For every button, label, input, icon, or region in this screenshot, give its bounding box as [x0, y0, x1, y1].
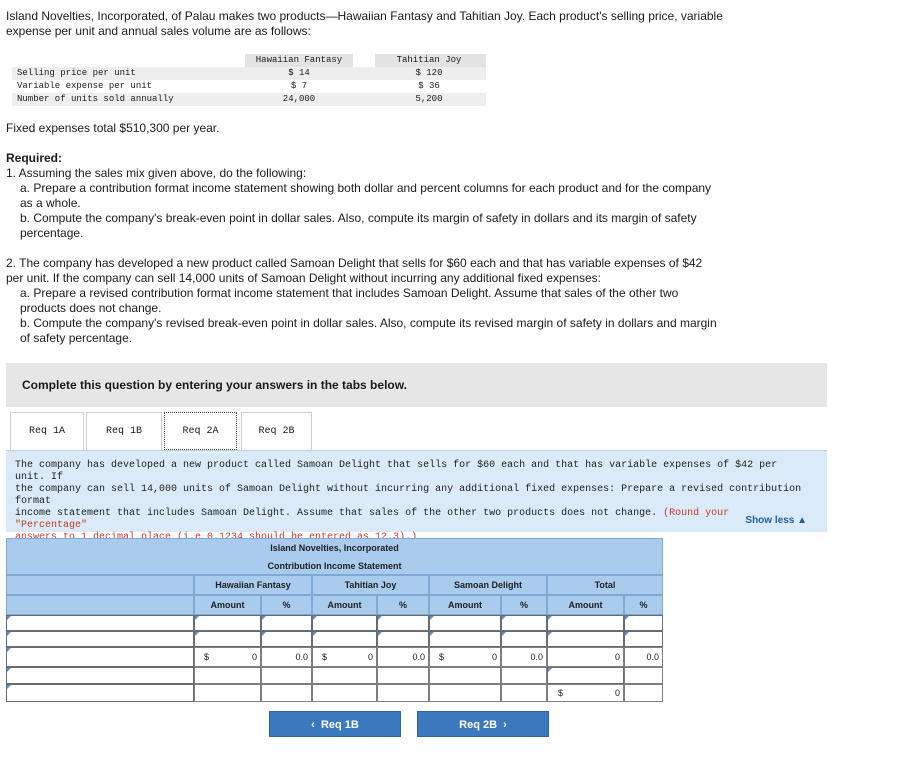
triangle-up-icon: ▲ [797, 515, 807, 526]
requirement-2-block: 2. The company has developed a new product called Samoan Delight that sells for $60 each and that has variable expenses of $42 per unit. If the company can sell 14,000 units of Samoan Delight without incurring any additional fixed expenses: a. Prepare a revised contribution format income statement that includes Samoan Delight. Assume that sales of the other two products does not change. b. Compute the company's revised break-even point in dollar sales. Also, compute its revised margin of safety in dollars and margin of safety percentage. [6, 256, 806, 346]
panel-instructions: The company has developed a new product called Samoan Delight that sells for $60 each and that has variable expenses of $42 per unit. If the company can sell 14,000 units of Samoan Delight without incurring any additional fixed expenses: Prepare a revised contribution format income statement that includes Samoan Delight. Assume that sales of the other two products does not change. (Round your "Percentage" [15, 460, 802, 531]
row2-hf-percent-input[interactable] [261, 631, 312, 647]
chevron-left-icon: ‹ [311, 719, 315, 731]
col-tahitian-joy: Tahitian Joy [344, 580, 397, 590]
tab-req-1a[interactable]: Req 1A [10, 412, 84, 450]
row3-label-input[interactable] [6, 647, 194, 667]
instructions-banner: Complete this question by entering your answers in the tabs below. [6, 363, 827, 407]
row3-sd-percent: 0.0 [501, 647, 547, 667]
chevron-right-icon: › [503, 719, 507, 731]
requirement-2a: a. Prepare a revised contribution format income statement that includes Samoan Delight. Assume that sales of the other two [20, 286, 679, 300]
row1-total-amount-input[interactable] [547, 615, 624, 631]
tj-percent-header: % [398, 600, 407, 610]
tab-req-2b[interactable]: Req 2B [241, 412, 312, 450]
row1-total-percent-input[interactable] [624, 615, 663, 631]
row1-hf-amount-input[interactable] [194, 615, 261, 631]
row1-tj-percent-input[interactable] [377, 615, 429, 631]
row1-sd-percent-input[interactable] [501, 615, 547, 631]
hf-percent-header: % [282, 600, 291, 610]
row3-tj-amount: $ 0 [312, 647, 377, 667]
tab-req-1b[interactable]: Req 1B [86, 412, 162, 450]
col-samoan-delight: Samoan Delight [453, 580, 522, 590]
row3-hf-percent: 0.0 [261, 647, 312, 667]
row3-sd-amount: $ 0 [429, 647, 501, 667]
tab-req-2a[interactable]: Req 2A [164, 412, 237, 450]
statement-company: Island Novelties, Incorporated [270, 543, 399, 553]
row1-label-input[interactable] [6, 615, 194, 631]
row3-total-amount: 0 [547, 647, 624, 667]
given-row-units-sold: Number of units sold annually 24,000 5,200 [12, 93, 486, 106]
requirement-1: 1. Assuming the sales mix given above, do the following: [6, 166, 307, 180]
row1-hf-percent-input[interactable] [261, 615, 312, 631]
row1-tj-amount-input[interactable] [312, 615, 377, 631]
hf-amount-header: Amount [210, 600, 245, 610]
row2-sd-amount-input[interactable] [429, 631, 501, 647]
given-row-variable-expense: Variable expense per unit $ 7 $ 36 [17, 81, 440, 91]
given-row-selling-price: Selling price per unit $ 14 $ 120 [12, 67, 486, 80]
col-total: Total [594, 580, 616, 590]
row2-total-percent-input[interactable] [624, 631, 663, 647]
fixed-expenses-text: Fixed expenses total $510,300 per year. [6, 121, 220, 135]
requirements: Required: 1. Assuming the sales mix given above, do the following: a. Prepare a contribution format income statement showing both dollar and percent columns for each product and for the company as a whole. b. Compute the company's break-even point in dollar sales. Also, compute its margin of safety in dollars and its margin of safety percentage. [6, 151, 806, 241]
row4-label-input[interactable] [6, 667, 194, 684]
row1-sd-amount-input[interactable] [429, 615, 501, 631]
prev-req-1b-button[interactable]: ‹ Req 1B [269, 711, 401, 737]
row2-total-amount-input[interactable] [547, 631, 624, 647]
total-amount-header: Amount [568, 600, 603, 610]
given-col-tahitian: Tahitian Joy [396, 55, 462, 65]
row3-hf-amount: $ 0 [194, 647, 261, 667]
row5-total-amount: $ 0 [547, 684, 624, 702]
row2-hf-amount-input[interactable] [194, 631, 261, 647]
requirement-1b: b. Compute the company's break-even point in dollar sales. Also, compute its margin of safety in dollars and its margin of safety [20, 211, 697, 225]
intro-line-1: Island Novelties, Incorporated, of Palau makes two products—Hawaiian Fantasy and Tahitian Joy. Each product's selling price, variable [6, 9, 723, 23]
sd-amount-header: Amount [448, 600, 482, 610]
row3-total-percent: 0.0 [624, 647, 663, 667]
next-req-2b-button[interactable]: Req 2B › [417, 711, 549, 737]
tj-amount-header: Amount [327, 600, 362, 610]
requirement-2b: b. Compute the company's revised break-even point in dollar sales. Also, compute its revised margin of safety in dollars and margin [20, 316, 717, 330]
row2-label-input[interactable] [6, 631, 194, 647]
requirement-2: 2. The company has developed a new product called Samoan Delight that sells for $60 each and that has variable expenses of $42 [6, 256, 703, 270]
statement-title: Contribution Income Statement [267, 561, 402, 571]
total-percent-header: % [639, 600, 648, 610]
given-col-hawaiian: Hawaiian Fantasy [255, 55, 343, 65]
sd-percent-header: % [519, 600, 528, 610]
required-title: Required: [6, 151, 63, 165]
row2-tj-percent-input[interactable] [377, 631, 429, 647]
row3-tj-percent: 0.0 [377, 647, 429, 667]
intro-line-2: expense per unit and annual sales volume are as follows: [6, 24, 311, 38]
requirement-1a: a. Prepare a contribution format income statement showing both dollar and percent columns for each product and for the company [20, 181, 712, 195]
row2-tj-amount-input[interactable] [312, 631, 377, 647]
row2-sd-percent-input[interactable] [501, 631, 547, 647]
show-less-link[interactable]: Show less ▲ [745, 515, 807, 526]
col-hawaiian-fantasy: Hawaiian Fantasy [215, 580, 291, 590]
row4-total-amount-input[interactable] [547, 667, 624, 684]
row5-label-input[interactable] [6, 684, 194, 702]
